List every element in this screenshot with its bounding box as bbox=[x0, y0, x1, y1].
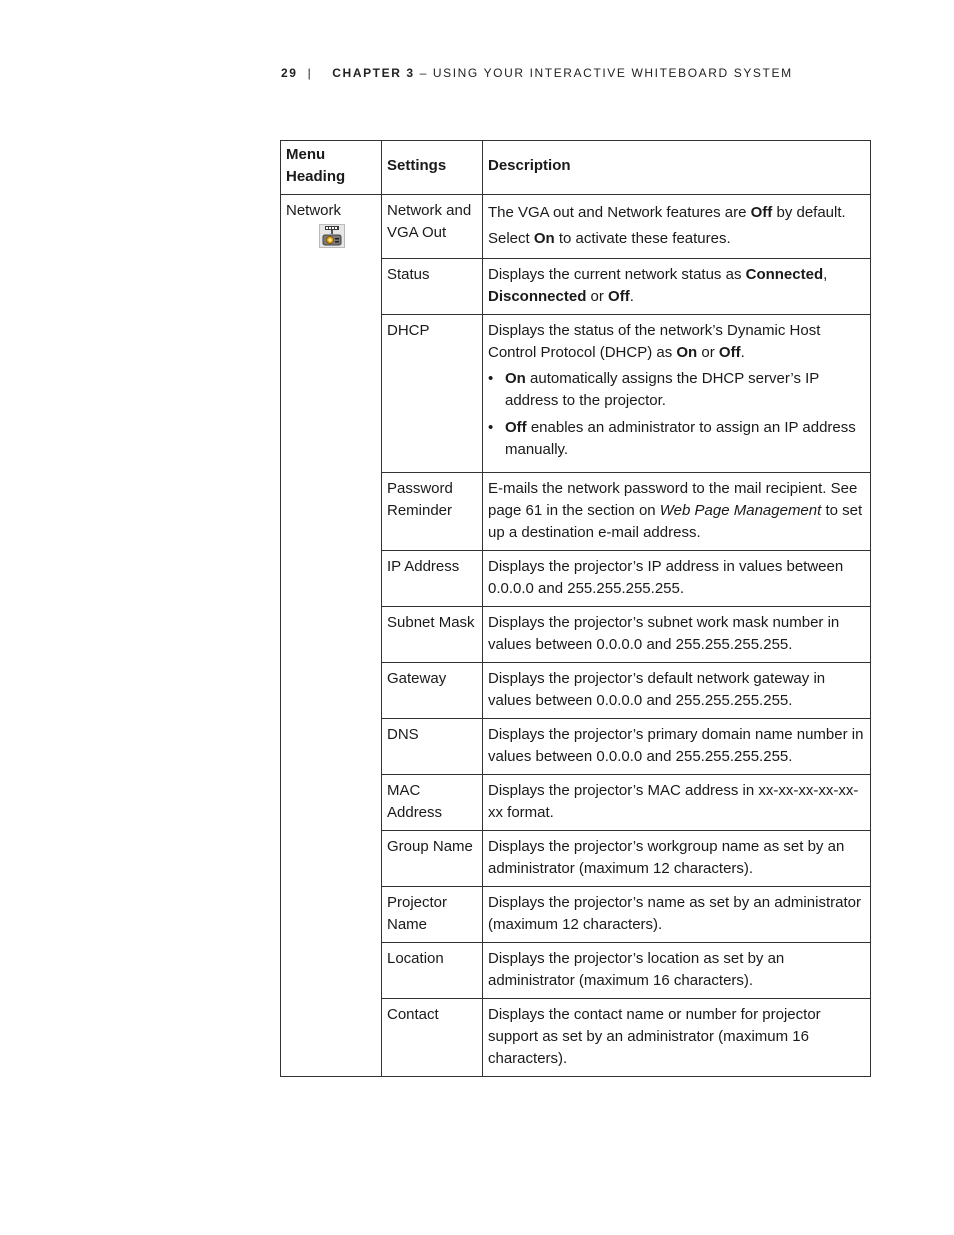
setting-description bbox=[483, 195, 871, 259]
setting-description bbox=[483, 831, 871, 887]
setting-name: Subnet Mask bbox=[382, 607, 483, 663]
column-header-settings: Settings bbox=[382, 141, 483, 195]
description-paragraph bbox=[488, 556, 865, 600]
setting-description bbox=[483, 887, 871, 943]
setting-description bbox=[483, 473, 871, 551]
menu-heading-label: Network bbox=[286, 202, 342, 219]
setting-name: DNS bbox=[382, 719, 483, 775]
setting-name: Projector Name bbox=[382, 887, 483, 943]
description-text: . bbox=[740, 344, 745, 361]
chapter-label: CHAPTER 3 bbox=[332, 66, 415, 80]
description-text: to activate these features. bbox=[554, 230, 731, 247]
setting-name: Password Reminder bbox=[382, 473, 483, 551]
description-paragraph bbox=[488, 948, 865, 992]
network-settings-table bbox=[280, 140, 871, 1077]
table-header-row bbox=[281, 141, 871, 195]
emphasis-text: Off bbox=[608, 288, 630, 305]
description-paragraph bbox=[488, 668, 865, 712]
description-paragraph bbox=[488, 612, 865, 656]
setting-name: Contact bbox=[382, 999, 483, 1077]
description-text: Displays the projector’s MAC address in xx-xx-xx-xx-xx-xx format. bbox=[488, 782, 859, 821]
emphasis-text: On bbox=[676, 344, 698, 361]
setting-name: Group Name bbox=[382, 831, 483, 887]
emphasis-text: Disconnected bbox=[488, 288, 587, 305]
description-text: to set up a destination e-mail address. bbox=[488, 502, 863, 541]
setting-name: Gateway bbox=[382, 663, 483, 719]
description-paragraph bbox=[488, 780, 865, 824]
table-body bbox=[281, 195, 871, 1077]
description-text: , bbox=[823, 266, 828, 283]
chapter-title: – USING YOUR INTERACTIVE WHITEBOARD SYSTEM bbox=[419, 66, 793, 80]
description-text: Displays the projector’s name as set by an administrator (maximum 12 characters). bbox=[488, 894, 861, 933]
description-text: or bbox=[697, 344, 719, 361]
setting-description bbox=[483, 719, 871, 775]
description-bullet-list bbox=[488, 368, 865, 461]
description-text: Displays the projector’s location as set by an administrator (maximum 16 characters). bbox=[488, 950, 785, 989]
setting-name: IP Address bbox=[382, 551, 483, 607]
description-paragraph bbox=[488, 724, 865, 768]
description-paragraph bbox=[488, 478, 865, 544]
setting-name: Network and VGA Out bbox=[382, 195, 483, 259]
description-text: Displays the projector’s subnet work mask number in values between 0.0.0.0 and 255.255.255.255. bbox=[488, 614, 840, 653]
description-text: E-mails the network password to the mail recipient. See page 61 in the section on bbox=[488, 480, 858, 519]
page-number: 29 bbox=[281, 66, 298, 80]
description-text: The VGA out and Network features are bbox=[488, 204, 751, 221]
italic-text: Web Page Management bbox=[659, 502, 822, 519]
setting-description bbox=[483, 551, 871, 607]
description-paragraph bbox=[488, 836, 865, 880]
description-text: Displays the status of the network’s Dynamic Host Control Protocol (DHCP) as bbox=[488, 322, 821, 361]
setting-description bbox=[483, 943, 871, 999]
description-text: . bbox=[629, 288, 634, 305]
description-text: Displays the projector’s IP address in values between 0.0.0.0 and 255.255.255.255. bbox=[488, 558, 844, 597]
setting-description bbox=[483, 315, 871, 473]
description-paragraph bbox=[488, 264, 865, 308]
description-text: Displays the contact name or number for projector support as set by an administrator (maximum 16 characters). bbox=[488, 1006, 821, 1067]
emphasis-text: Off bbox=[750, 204, 773, 221]
setting-description bbox=[483, 607, 871, 663]
running-header bbox=[281, 66, 793, 80]
setting-name: Location bbox=[382, 943, 483, 999]
emphasis-text: Off bbox=[505, 419, 527, 436]
description-text: Displays the projector’s workgroup name as set by an administrator (maximum 12 characters). bbox=[488, 838, 845, 877]
setting-description bbox=[483, 259, 871, 315]
description-text: or bbox=[586, 288, 609, 305]
setting-description bbox=[483, 775, 871, 831]
setting-description bbox=[483, 999, 871, 1077]
list-item bbox=[488, 368, 865, 412]
description-paragraph bbox=[488, 892, 865, 936]
description-text: automatically assigns the DHCP server’s IP address to the projector. bbox=[505, 370, 820, 409]
description-paragraph bbox=[488, 1004, 865, 1070]
network-projector-icon bbox=[286, 224, 376, 248]
description-text: by default. Select bbox=[488, 204, 846, 247]
description-text: Displays the projector’s default network gateway in values between 0.0.0.0 and 255.255.255.255. bbox=[488, 670, 826, 709]
emphasis-text: Connected bbox=[745, 266, 824, 283]
column-header-description: Description bbox=[483, 141, 871, 195]
description-paragraph bbox=[488, 200, 865, 252]
column-header-menu-heading: Menu Heading bbox=[281, 141, 382, 195]
header-separator: | bbox=[307, 66, 313, 80]
description-text: enables an administrator to assign an IP address manually. bbox=[505, 419, 856, 458]
list-item bbox=[488, 417, 865, 461]
emphasis-text: On bbox=[505, 370, 526, 387]
description-text: Displays the projector’s primary domain name number in values between 0.0.0.0 and 255.255.255.255. bbox=[488, 726, 864, 765]
description-text: Displays the current network status as bbox=[488, 266, 746, 283]
setting-name: MAC Address bbox=[382, 775, 483, 831]
description-paragraph bbox=[488, 320, 865, 364]
setting-name: DHCP bbox=[382, 315, 483, 473]
emphasis-text: On bbox=[533, 230, 555, 247]
setting-name: Status bbox=[382, 259, 483, 315]
setting-description bbox=[483, 663, 871, 719]
table-row bbox=[281, 195, 871, 259]
menu-heading-cell bbox=[281, 195, 382, 1077]
emphasis-text: Off bbox=[718, 344, 741, 361]
